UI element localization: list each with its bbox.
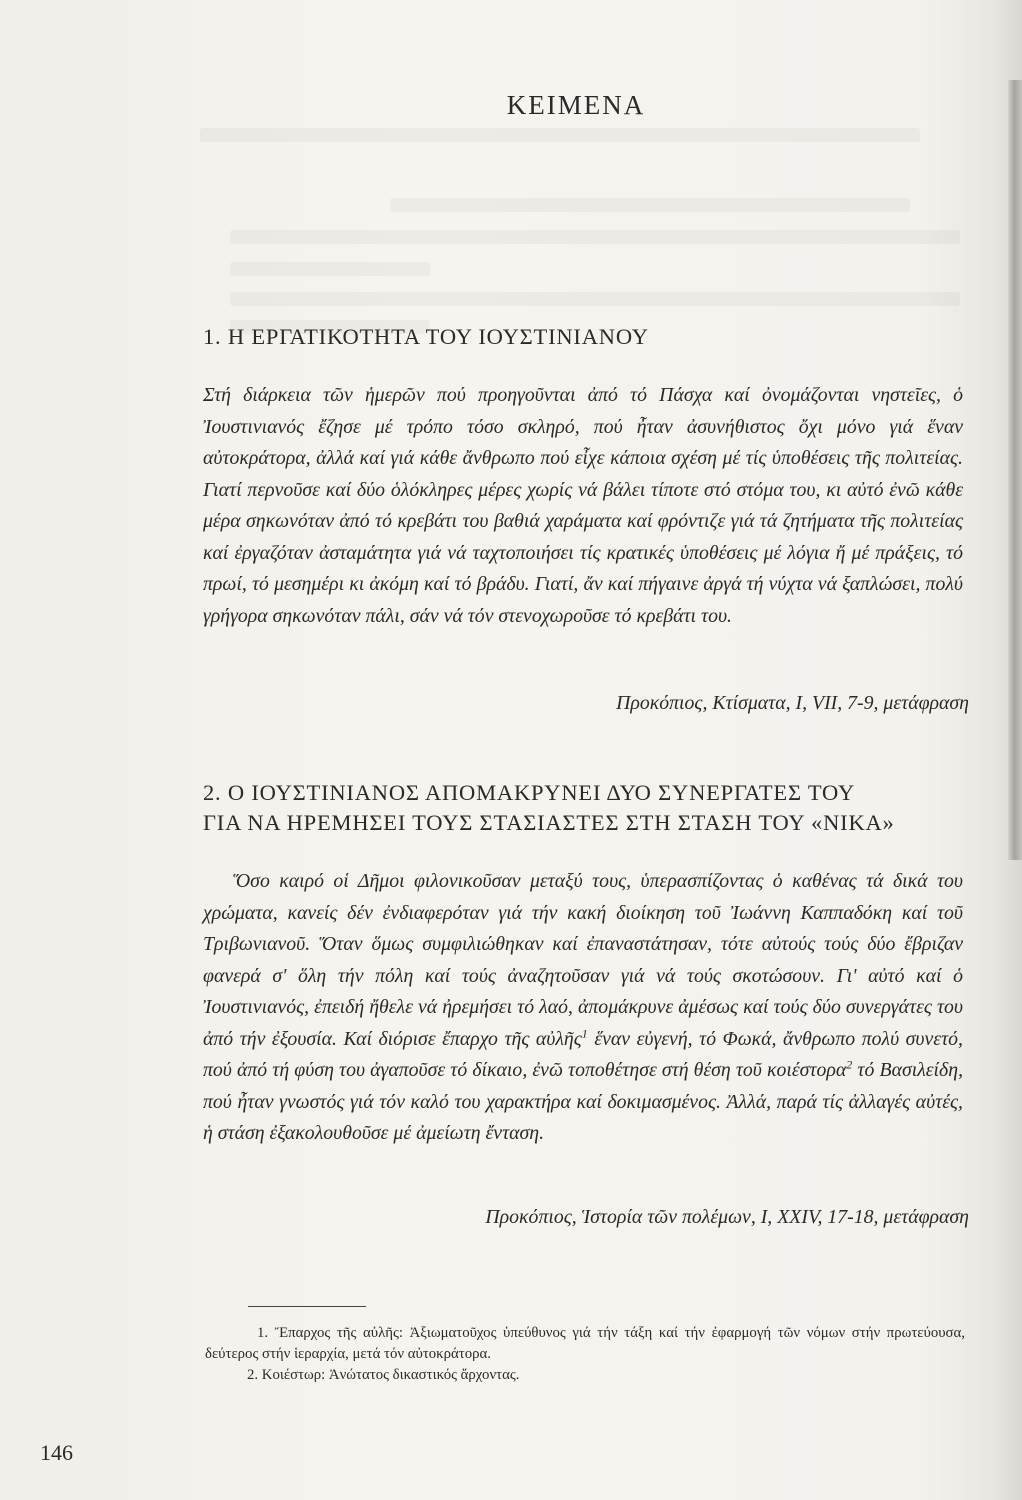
bleed-through: [230, 230, 960, 244]
section-2-text-part-2: ἕναν εὐγενή, τό Φωκά, ἄνθρωπο πολύ συνετό, πού ἀπό τή φύση του ἀγαποῦσε τό δίκαιο, ἐνῶ τοποθέτησε στή θέση τοῦ κοιέστορα: [203, 1027, 964, 1081]
section-2-text-part-3: τό Βασιλείδη, πού ἦταν γνωστός γιά τόν καλό του χαρακτήρα καί δοκιμασμένος. Ἀλλά, παρά τίς ἀλλαγές αὐτές, ἡ στάση ἐξακολουθοῦσε μέ ἀμείωτη ἔνταση.: [203, 1059, 964, 1144]
section-2-text-part-1: Ὅσο καιρό οἱ Δῆμοι φιλονικοῦσαν μεταξύ τους, ὑπερασπίζοντας ὁ καθένας τά δικά του χρώματα, κανείς δέν ἐνδιαφερόταν γιά τήν κακή διοίκηση τοῦ Ἰωάννη Καππαδόκη καί τοῦ Τριβωνιανοῦ. Ὅταν ὅμως συμφιλιώθηκαν καί ἐπαναστάτησαν, τότε αὐτούς τούς δύο ἔβριζαν φανερά σ' ὅλη τήν πόλη καί τούς ἀναζητοῦσαν γιά νά τούς σκοτώσουν. Γι' αὐτό καί ὁ Ἰουστινιανός, ἐπειδή ἤθελε νά ἠρεμήσει τό λαό, ἀπομάκρυνε ἀμέσως καί τούς δύο συνεργάτες του ἀπό τήν ἐξουσία. Καί διόρισε ἔπαρχο τῆς αὐλῆς: [203, 870, 963, 1050]
section-2-source: Προκόπιος, Ἱστορία τῶν πολέμων, Ι, XXIV, 17-18, μετάφραση: [485, 1206, 969, 1228]
bleed-through: [230, 292, 960, 306]
section-2-title-line-1: 2. Ο ΙΟΥΣΤΙΝΙΑΝΟΣ ΑΠΟΜΑΚΡΥΝΕΙ ΔΥΟ ΣΥΝΕΡΓΑΤΕΣ ΤΟΥ: [203, 780, 855, 805]
footnotes: [205, 1323, 965, 1386]
bleed-through: [390, 198, 910, 212]
footnote-marker-2: 2: [846, 1057, 853, 1072]
page-header: ΚΕΙΜΕΝΑ: [506, 90, 646, 120]
footnote-marker-1: 1: [581, 1025, 588, 1040]
section-1-title: 1. Η ΕΡΓΑΤΙΚΟΤΗΤΑ ΤΟΥ ΙΟΥΣΤΙΝΙΑΝΟΥ: [203, 324, 649, 349]
page-number: 146: [40, 1440, 73, 1465]
section-2-title: [203, 778, 973, 838]
footnote-1: 1. Ἔπαρχος τῆς αὐλῆς: Ἀξιωματοῦχος ὑπεύθυνος γιά τήν τάξη καί τήν ἐφαρμογή τῶν νόμων στήν πρωτεύουσα, δεύτερος στήν ἱεραρχία, μετά τόν αὐτοκράτορα.: [205, 1325, 965, 1362]
section-2-title-line-2: ΓΙΑ ΝΑ ΗΡΕΜΗΣΕΙ ΤΟΥΣ ΣΤΑΣΙΑΣΤΕΣ ΣΤΗ ΣΤΑΣΗ ΤΟΥ «ΝΙΚΑ»: [203, 810, 895, 835]
page-edge-shadow: [1008, 80, 1022, 860]
section-1-source: Προκόπιος, Κτίσματα, Ι, VII, 7-9, μετάφραση: [616, 692, 969, 714]
footnote-2: 2. Κοιέστωρ: Ἀνώτατος δικαστικός ἄρχοντας.: [247, 1367, 520, 1383]
bleed-through: [200, 128, 920, 142]
section-2-text: [203, 866, 963, 1150]
section-1-text: Στή διάρκεια τῶν ἡμερῶν πού προηγοῦνται ἀπό τό Πάσχα καί ὀνομάζονται νηστεῖες, ὁ Ἰουστινιανός ἔζησε μέ τρόπο τόσο σκληρό, πού ἦταν ἀσυνήθιστος ὄχι μόνο γιά ἕναν αὐτοκράτορα, ἀλλά καί γιά κάθε ἄνθρωπο πού εἶχε κάποια σχέση μέ τίς ὑποθέσεις τῆς πολιτείας. Γιατί περνοῦσε καί δύο ὁλόκληρες μέρες χωρίς νά βάλει τίποτε στό στόμα του, κι αὐτό ἐνῶ κάθε μέρα σηκωνόταν ἀπό τό κρεβάτι του βαθιά χαράματα καί φρόντιζε γιά τά ζητήματα τῆς πολιτείας καί ἐργαζόταν ἀσταμάτητα γιά νά ταχτοποιήσει τίς κρατικές ὑποθέσεις μέ λόγια ἤ μέ πράξεις, τό πρωί, τό μεσημέρι κι ἀκόμη καί τό βράδυ. Γιατί, ἄν καί πήγαινε ἀργά τή νύχτα νά ξαπλώσει, πολύ γρήγορα σηκωνόταν πάλι, σάν νά τόν στενοχωροῦσε τό κρεβάτι του.: [203, 384, 963, 627]
footnote-divider: [248, 1306, 366, 1307]
bleed-through: [230, 262, 430, 276]
